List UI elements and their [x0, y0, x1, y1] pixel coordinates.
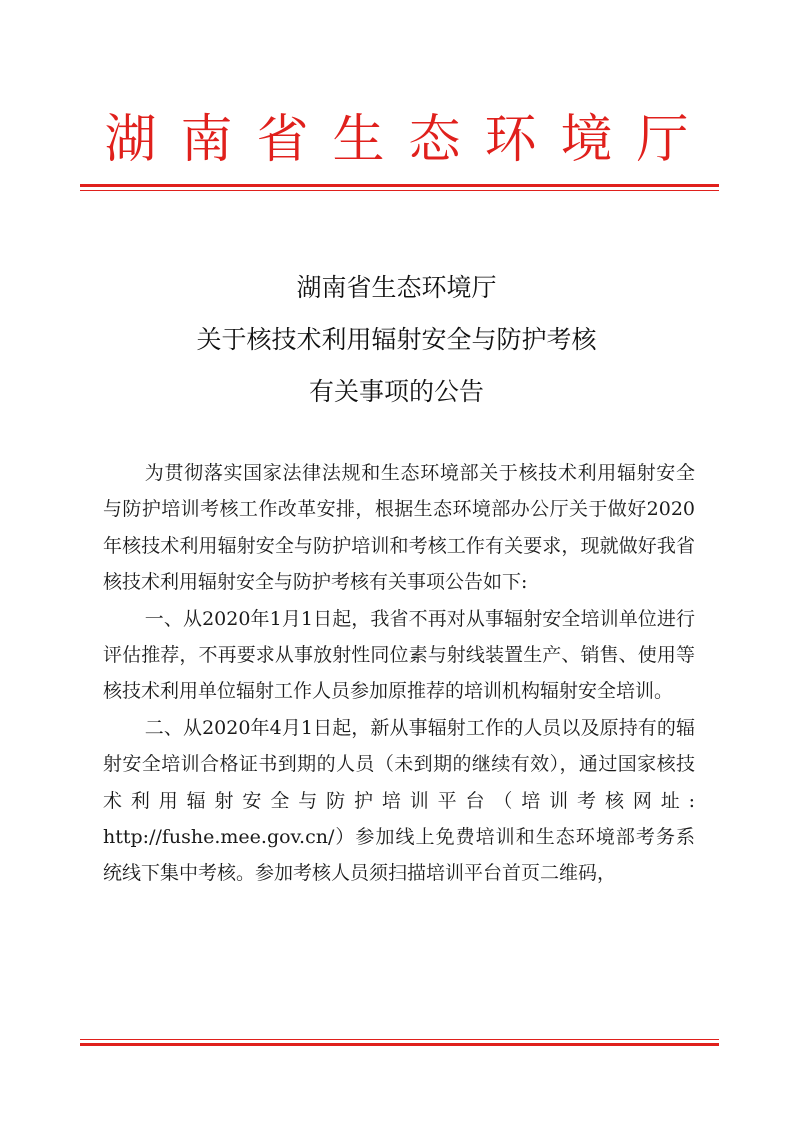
notice-body	[103, 455, 695, 892]
title-line-2: 关于核技术利用辐射安全与防护考核	[196, 325, 597, 354]
masthead-divider-thin	[80, 190, 719, 191]
masthead-divider-thick	[80, 184, 719, 187]
title-line-3: 有关事项的公告	[308, 377, 484, 406]
body-paragraph-item-1: 一、从2020年1月1日起，我省不再对从事辐射安全培训单位进行评估推荐，不再要求从事放射性同位素与射线装置生产、销售、使用等核技术利用单位辐射工作人员参加原推荐的培训机构辐射安全培训。	[103, 607, 695, 703]
title-line-1: 湖南省生态环境厅	[296, 273, 497, 302]
footer-divider-thin	[80, 1039, 719, 1040]
body-paragraph-intro: 为贯彻落实国家法律法规和生态环境部关于核技术利用辐射安全与防护培训考核工作改革安排，根据生态环境部办公厅关于做好2020年核技术利用辐射安全与防护培训和考核工作有关要求，现就做好我省核技术利用辐射安全与防护考核有关事项公告如下:	[103, 462, 695, 594]
footer-divider-thick	[80, 1043, 719, 1046]
notice-title	[80, 262, 713, 418]
body-paragraph-item-2: 二、从2020年4月1日起，新从事辐射工作的人员以及原持有的辐射安全培训合格证书到期的人员（未到期的继续有效），通过国家核技术利用辐射安全与防护培训平台（培训考核网址: http://fushe.mee.gov.cn/）参加线上免费培训和生态环境部考务系统线下集中考核。参加考核人员须扫描培训平台首页二维码，	[103, 716, 695, 885]
masthead-org-name: 湖南省生态环境厅	[104, 110, 713, 170]
